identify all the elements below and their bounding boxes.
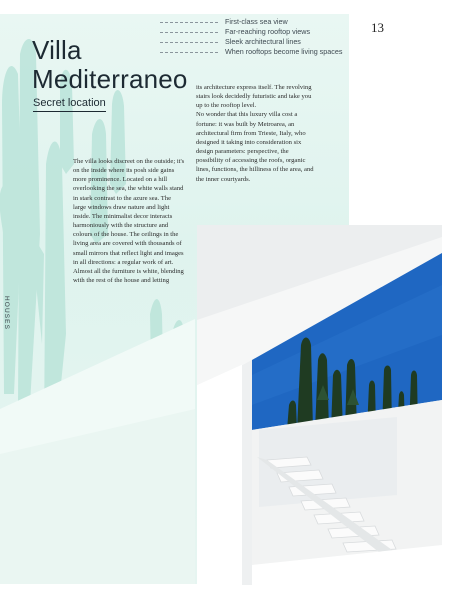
- dashed-leader: [160, 22, 218, 23]
- dashed-leader: [160, 52, 218, 53]
- title-line-1: Villa: [32, 35, 82, 65]
- feature-item: [160, 17, 342, 27]
- body-paragraph: The villa looks discreet on the outside; it's on the inside where its posh side gains more prominence. Located on a hill overlooking the sea, the white walls stand in stark contrast to the azure sea. The large windows draw nature and light inside. The minimalist decor interacts harmoniously with the structure and colours of the house. The ceilings in the living area are covered with thousands of small mirrors that reflect light and images in all directions: a regular work of art. Almost all the furniture is white, blending with the rest of the house and letting: [73, 158, 185, 285]
- page-number: 13: [371, 20, 384, 35]
- staircase-photo: [197, 225, 442, 585]
- body-paragraph: No wonder that this luxury villa cost a fortune: it was built by Metroarea, an architectural firm from Trieste, Italy, who designed it taking into consideration six design parameters: perspective, the possibility of accessing the roofs, organic lines, functions, the hilliness of the area, and the inner courtyards.: [196, 111, 314, 183]
- body-text-column-2: [196, 83, 314, 184]
- body-text-column-1: [73, 157, 185, 285]
- feature-label: When rooftops become living spaces: [225, 47, 343, 56]
- feature-label: Sleek architectural lines: [225, 37, 301, 46]
- feature-list: [160, 17, 342, 57]
- title-line-2: Mediterraneo: [32, 64, 188, 94]
- article-subtitle: Secret location: [33, 97, 106, 112]
- body-paragraph: its architecture express itself. The revolving stairs look decidedly futuristic and take you up to the rooftop level.: [196, 84, 312, 110]
- dashed-leader: [160, 42, 218, 43]
- feature-item: [160, 47, 342, 57]
- feature-label: Far-reaching rooftop views: [225, 27, 311, 36]
- feature-label: First-class sea view: [225, 17, 288, 26]
- dashed-leader: [160, 32, 218, 33]
- section-label: HOUSES: [3, 296, 10, 331]
- feature-item: [160, 27, 342, 37]
- feature-item: [160, 37, 342, 47]
- staircase-illustration: [197, 225, 442, 585]
